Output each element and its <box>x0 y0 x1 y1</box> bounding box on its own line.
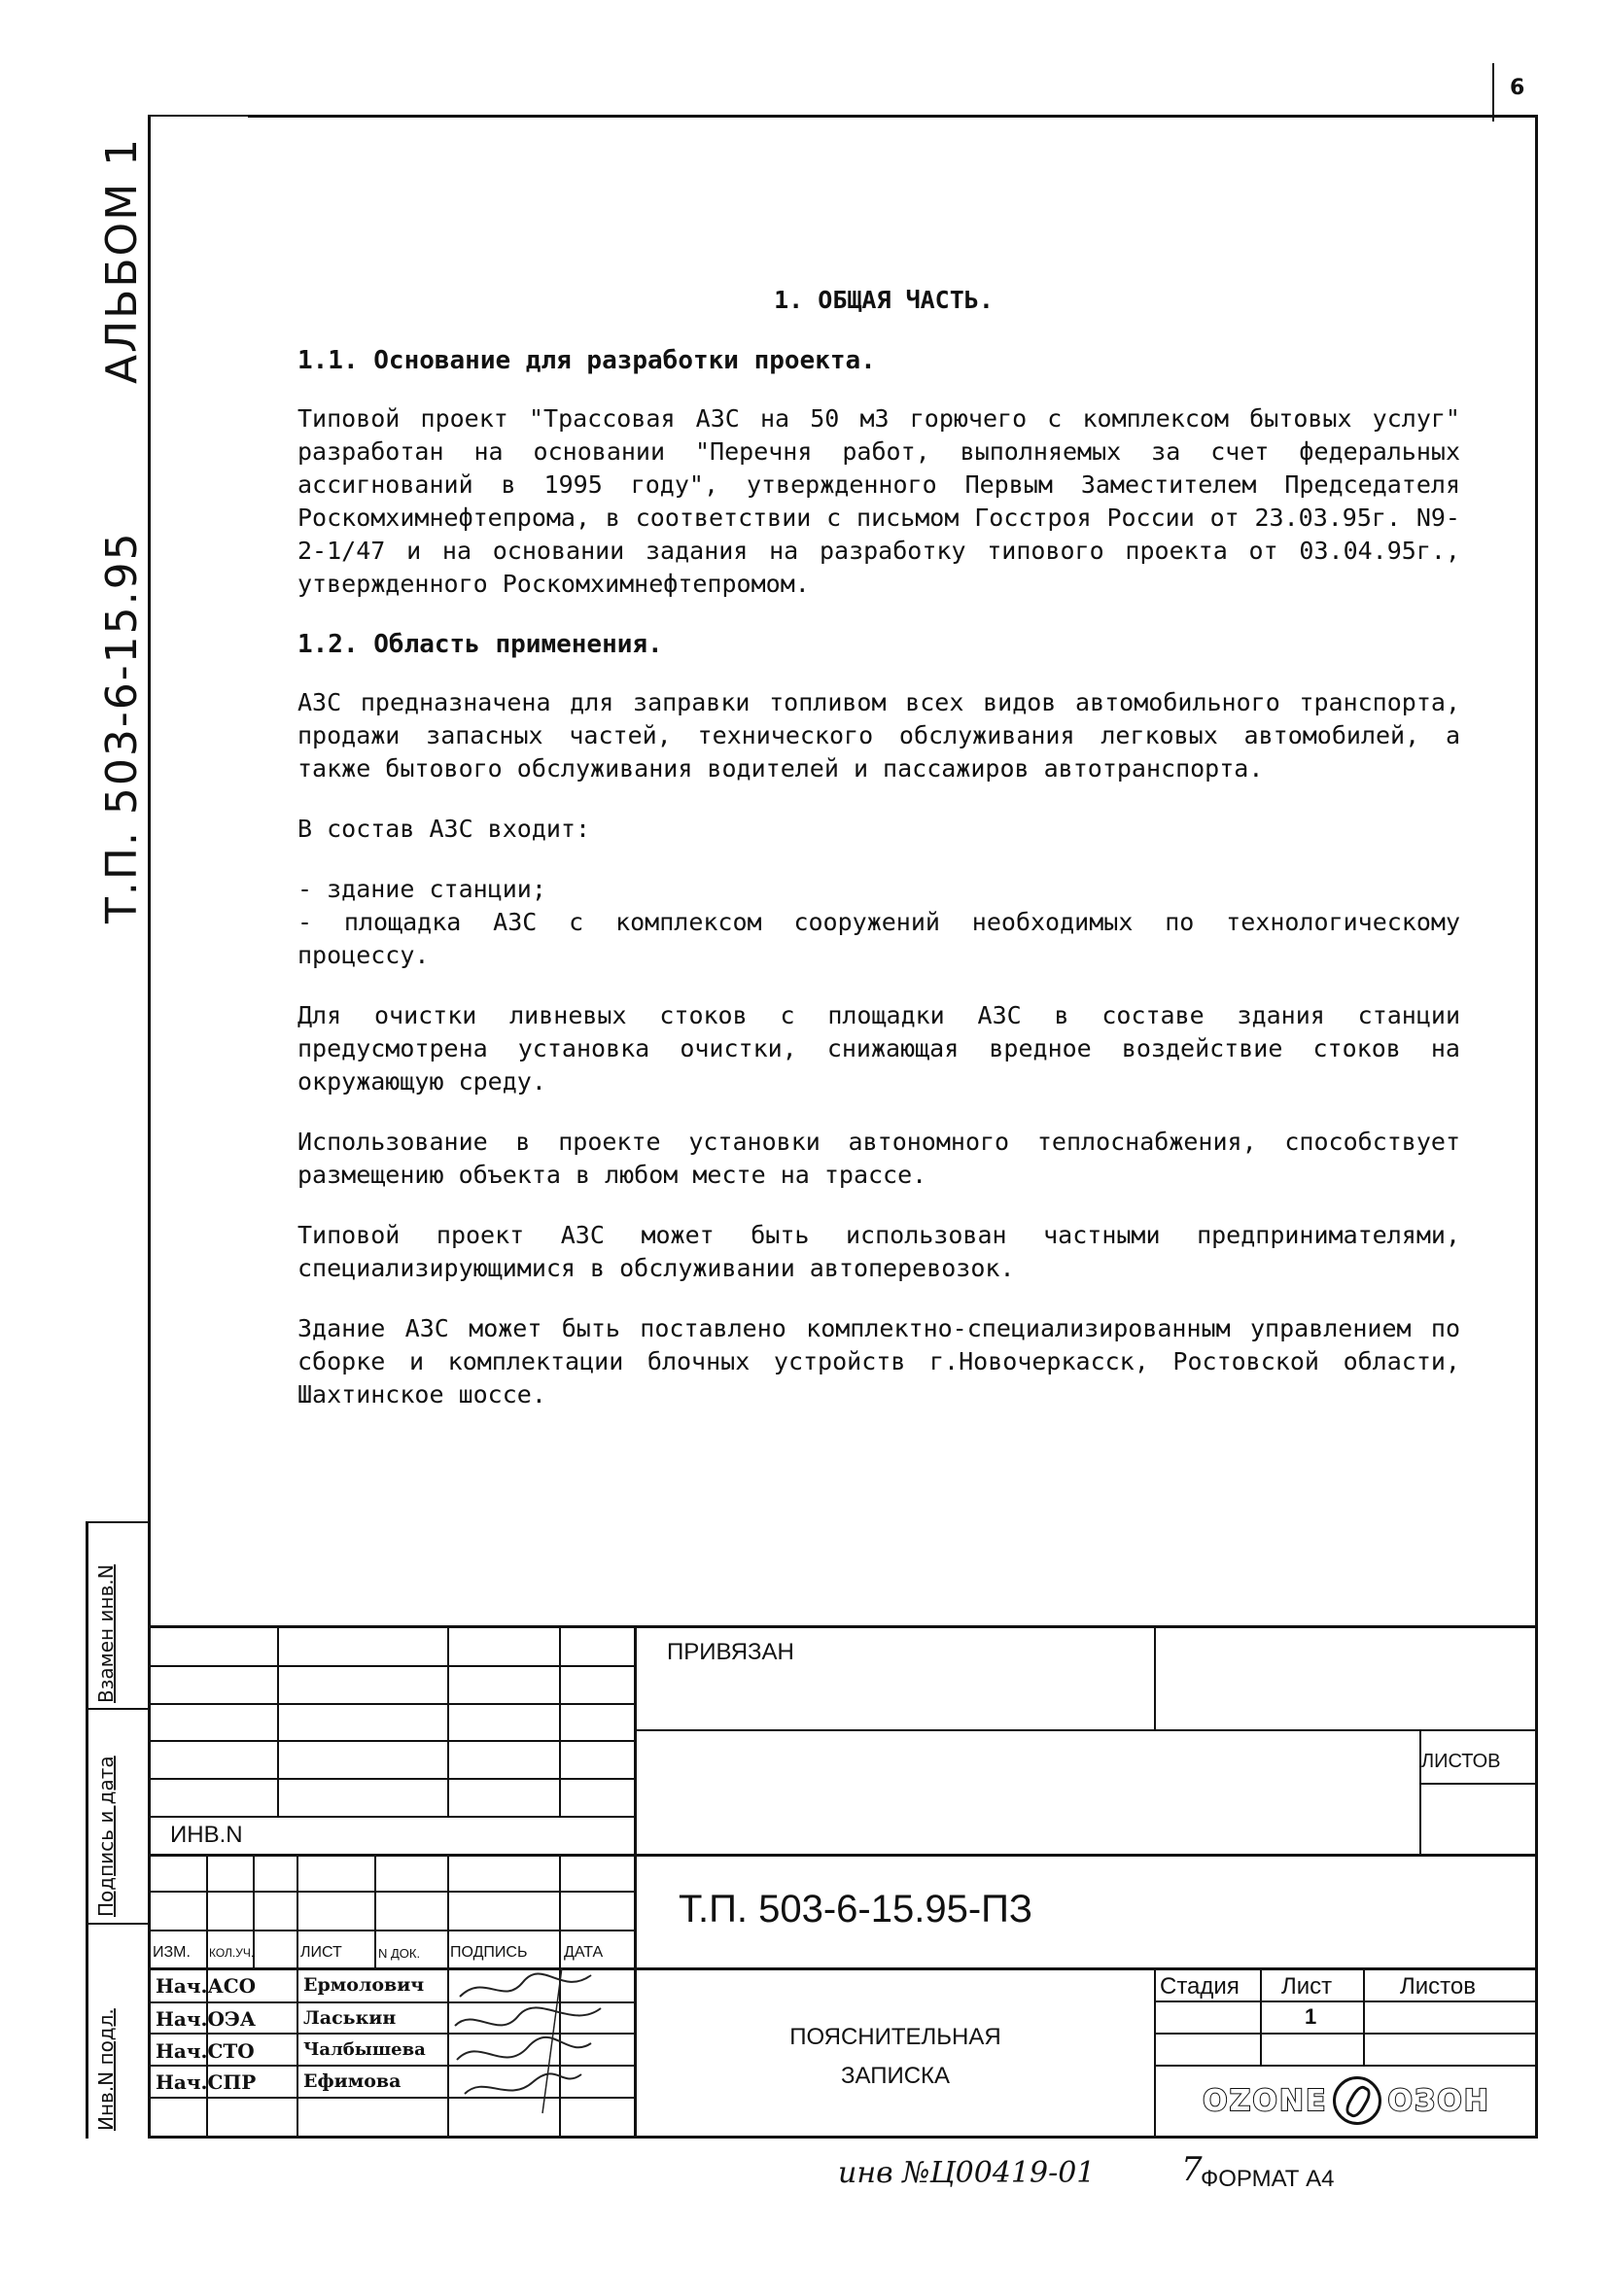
signatory-name: Ласькин <box>303 2007 397 2029</box>
listov2-label: Листов <box>1400 1973 1476 2000</box>
document-code: Т.П. 503-6-15.95-ПЗ <box>679 1888 1033 1931</box>
signatory-role: Нач.АСО <box>156 1974 257 1998</box>
list-label: Лист <box>1281 1973 1333 2000</box>
paragraph: АЗС предназначена для заправки топливом всех видов автомобильного транспорта, продажи запасных частей, технического обслуживания легковых автомобилей, а также бытового обслуживания водителей и пассажиров автотранспорта. <box>297 688 1460 783</box>
tb-col <box>559 1625 561 1816</box>
stamp-podpis: Подпись и дата <box>94 1756 118 1917</box>
tb-row-right <box>1156 2000 1538 2002</box>
tb-col <box>277 1625 279 1816</box>
tb-col <box>447 1625 449 1816</box>
handwritten-number: 7 <box>1181 2150 1203 2189</box>
frame-top <box>248 115 1538 118</box>
stadia-label: Стадия <box>1160 1973 1240 2000</box>
tb-col-right <box>1260 1967 1262 2065</box>
tb-row <box>151 1665 634 1667</box>
tb-col <box>297 1854 298 2139</box>
frame-bottom <box>148 2136 1538 2139</box>
section-title: 1. ОБЩАЯ ЧАСТЬ. <box>774 286 994 314</box>
frame-right <box>1535 115 1538 2139</box>
tb-col-right <box>1154 1625 1156 1729</box>
tb-col-right <box>1363 1967 1365 2065</box>
handwritten-inventory: инв №Ц00419-01 <box>838 2156 1096 2190</box>
subsection-heading-2: 1.2. Область применения. <box>297 630 663 659</box>
paragraph: Использование в проекте установки автономного теплоснабжения, способствует размещению объекта в любом месте на трассе. <box>297 1128 1460 1189</box>
tb-row-right <box>1421 1783 1538 1785</box>
stamp-divider-2 <box>86 1923 151 1925</box>
header-ndok: N ДОК. <box>378 1946 421 1961</box>
tb-row-main <box>151 1854 1538 1857</box>
header-izm: ИЗМ. <box>153 1944 191 1961</box>
listov-label: ЛИСТОВ <box>1421 1751 1501 1772</box>
tb-col-right <box>1419 1729 1421 1854</box>
logo-text-left: OZONE <box>1203 2083 1328 2118</box>
header-data: ДАТА <box>564 1944 604 1961</box>
album-label: АЛЬБОМ 1 <box>97 136 147 384</box>
tb-top <box>148 1625 1538 1628</box>
tb-col-right <box>1154 1967 1156 2139</box>
page-number: 6 <box>1510 76 1525 100</box>
signatures-scribble <box>445 1967 640 2139</box>
signatory-role: Нач.ОЭА <box>156 2007 257 2031</box>
header-kolich: КОЛ.УЧ. <box>209 1946 255 1960</box>
tb-col <box>374 1854 376 1967</box>
paragraph: Для очистки ливневых стоков с площадки АЗС в составе здания станции предусмотрена установка очистки, снижающая вредное воздействие стоков на окружающую среду. <box>297 1001 1460 1096</box>
logo-text-right: ОЗОН <box>1387 2083 1490 2118</box>
stamp-strip-top <box>86 1521 151 1523</box>
format-label: ФОРМАТ А4 <box>1201 2166 1335 2192</box>
doc-name-line2: ЗАПИСКА <box>840 2063 951 2089</box>
tb-row-right <box>637 1729 1538 1731</box>
inv-label: ИНВ.N <box>170 1822 243 1848</box>
stamp-vzamen: Взамен инв.N <box>94 1564 118 1703</box>
stamp-strip-left <box>86 1521 88 2139</box>
project-code-vertical: Т.П. 503-6-15.95 <box>97 531 147 923</box>
tb-row <box>151 1930 634 1931</box>
tb-row <box>151 1740 634 1742</box>
frame-left <box>148 115 151 2139</box>
tb-row-right <box>1156 2033 1538 2035</box>
signatory-name: Ефимова <box>303 2070 402 2092</box>
list: - здание станции; - площадка АЗС с комплексом сооружений необходимых по технологическому процессу. <box>297 875 1460 969</box>
doc-name-line1: ПОЯСНИТЕЛЬНАЯ <box>789 2024 1001 2050</box>
privyazan-label: ПРИВЯЗАН <box>667 1639 794 1665</box>
signatory-name: Чалбышева <box>303 2039 426 2060</box>
stamp-inv: Инв.N подл. <box>94 2008 118 2131</box>
stamp-divider-1 <box>86 1708 151 1710</box>
signatory-role: Нач.СТО <box>156 2039 255 2063</box>
header-podpis: ПОДПИСЬ <box>450 1944 528 1961</box>
list-value: 1 <box>1305 2004 1317 2029</box>
ozone-logo <box>1167 2074 1526 2127</box>
header-list: ЛИСТ <box>300 1944 342 1961</box>
tb-row <box>151 1891 634 1893</box>
paragraph: Типовой проект АЗС может быть использован частными предпринимателями, специализирующимися в обслуживании автоперевозок. <box>297 1221 1460 1282</box>
tb-row <box>151 1778 634 1780</box>
tb-row <box>151 1816 634 1818</box>
tb-row-main <box>151 1967 1538 1970</box>
tb-row <box>151 1703 634 1705</box>
paragraph: Типовой проект "Трассовая АЗС на 50 м3 горючего с комплексом бытовых услуг" разработан на основании "Перечня работ, выполняемых за счет федеральных ассигнований в 1995 году", утвержденного Первым Заместителем Председателя Роскомхимнефтепрома, в соответствии с письмом Госстроя России от 23.03.95г. N9-2-1/47 и на основании задания на разработку типового проекта от 03.04.95г., утвержденного Роскомхимнефтепромом. <box>297 404 1460 598</box>
paragraph: Здание АЗС может быть поставлено комплектно-специализированным управлением по сборке и комплектации блочных устройств г.Новочеркасск, Ростовской области, Шахтинское шоссе. <box>297 1314 1460 1409</box>
logo-emblem-icon <box>1333 2076 1381 2125</box>
signatory-name: Ермолович <box>303 1974 425 1996</box>
frame-top-left <box>148 115 248 117</box>
paragraph: В состав АЗС входит: <box>297 815 591 843</box>
page-number-divider <box>1492 63 1494 122</box>
signatory-role: Нач.СПР <box>156 2070 257 2094</box>
tb-row-right <box>1156 2065 1538 2067</box>
subsection-heading-1: 1.1. Основание для разработки проекта. <box>297 346 876 375</box>
main-content <box>297 284 1460 1439</box>
